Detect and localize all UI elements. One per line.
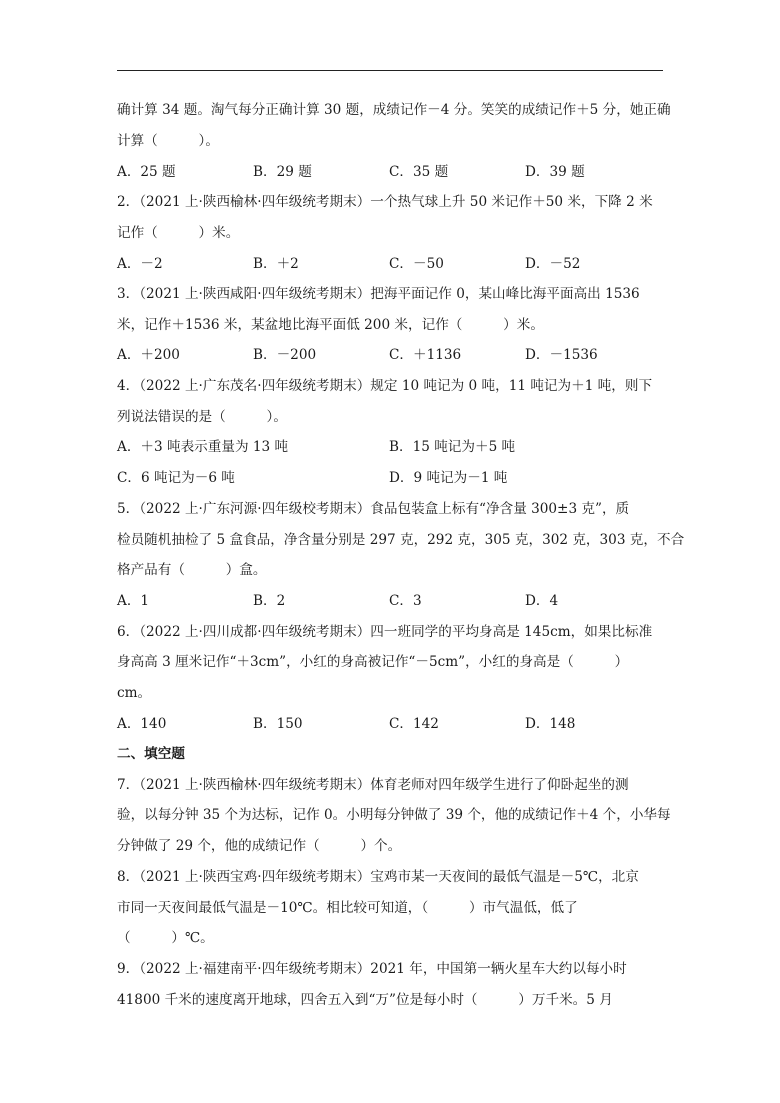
option-b: B．15 吨记为＋5 吨 — [389, 439, 516, 455]
question-8-text-line-1: 8．（2021 上·陕西宝鸡·四年级统考期末）宝鸡市某一天夜间的最低气温是－5℃，北京 — [117, 869, 639, 885]
question-9-text-line-2: 41800 千米的速度离开地球，四舍五入到“万”位是每小时（ ）万千米。5 月 — [117, 992, 613, 1008]
question-6-text-line-1: 6．（2022 上·四川成都·四年级统考期末）四一班同学的平均身高是 145cm，如果比标准 — [117, 624, 653, 640]
question-2-text-line-2: 记作（ ）米。 — [117, 225, 240, 241]
question-5-text-line-2: 检员随机抽检了 5 盒食品，净含量分别是 297 克，292 克，305 克，302 克，303 克，不合 — [117, 532, 685, 548]
option-b: B．150 — [253, 716, 303, 732]
option-a: A．－2 — [117, 256, 163, 272]
option-a: A．＋3 吨表示重量为 13 吨 — [117, 439, 289, 455]
question-4-text-line-2: 列说法错误的是（ ）。 — [117, 409, 287, 425]
question-7-text-line-1: 7．（2021 上·陕西榆林·四年级统考期末）体育老师对四年级学生进行了仰卧起坐的测 — [117, 777, 629, 793]
question-8-text-line-2: 市同一天夜间最低气温是－10℃。相比较可知道，（ ）市气温低，低了 — [117, 900, 578, 916]
question-2-text-line-1: 2．（2021 上·陕西榆林·四年级统考期末）一个热气球上升 50 米记作＋50 米，下降 2 米 — [117, 194, 653, 210]
question-4-text-line-1: 4．（2022 上·广东茂名·四年级统考期末）规定 10 吨记为 0 吨，11 吨记为＋1 吨，则下 — [117, 378, 653, 394]
question-3-text-line-1: 3．（2021 上·陕西咸阳·四年级统考期末）把海平面记作 0，某山峰比海平面高出 1536 — [117, 286, 640, 302]
option-c: C．3 — [389, 593, 422, 609]
option-d: D．9 吨记为－1 吨 — [389, 470, 508, 486]
question-1-text-line-2: 计算（ ）。 — [117, 133, 219, 149]
question-9-text-line-1: 9．（2022 上·福建南平·四年级统考期末）2021 年，中国第一辆火星车大约以每小时 — [117, 961, 627, 977]
question-1-text-line-1: 确计算 34 题。淘气每分正确计算 30 题，成绩记作－4 分。笑笑的成绩记作＋5 分，她正确 — [117, 102, 671, 118]
option-a: A．＋200 — [117, 347, 180, 363]
option-d: D．－52 — [525, 256, 581, 272]
question-7-text-line-3: 分钟做了 29 个，他的成绩记作（ ）个。 — [117, 838, 402, 854]
option-a: A．1 — [117, 593, 150, 609]
option-d: D．39 题 — [525, 164, 585, 180]
option-c: C．＋1136 — [389, 347, 462, 363]
option-b: B．－200 — [253, 347, 317, 363]
question-8-text-line-3: （ ）℃。 — [117, 930, 214, 946]
option-a: A．140 — [117, 716, 167, 732]
question-3-text-line-2: 米，记作＋1536 米，某盆地比海平面低 200 米，记作（ ）米。 — [117, 317, 544, 333]
option-b: B．29 题 — [253, 164, 312, 180]
question-6-text-line-3: cm。 — [117, 685, 152, 701]
option-d: D．4 — [525, 593, 559, 609]
question-7-text-line-2: 验，以每分钟 35 个为达标，记作 0。小明每分钟做了 39 个，他的成绩记作＋4 个，小华每 — [117, 807, 671, 823]
option-b: B．＋2 — [253, 256, 299, 272]
option-b: B．2 — [253, 593, 286, 609]
option-a: A．25 题 — [117, 164, 176, 180]
option-c: C．－50 — [389, 256, 444, 272]
header-rule — [117, 70, 663, 71]
question-6-text-line-2: 身高高 3 厘米记作“＋3cm”，小红的身高被记作“－5cm”，小红的身高是（ ） — [117, 654, 629, 670]
question-5-text-line-3: 格产品有（ ）盒。 — [117, 562, 267, 578]
option-c: C．142 — [389, 716, 439, 732]
option-d: D．－1536 — [525, 347, 598, 363]
section-heading-fill-in: 二、填空题 — [117, 746, 185, 762]
option-c: C．35 题 — [389, 164, 449, 180]
option-c: C．6 吨记为－6 吨 — [117, 470, 235, 486]
question-5-text-line-1: 5．（2022 上·广东河源·四年级校考期末）食品包装盒上标有“净含量 300±3 克”，质 — [117, 501, 630, 517]
option-d: D．148 — [525, 716, 576, 732]
